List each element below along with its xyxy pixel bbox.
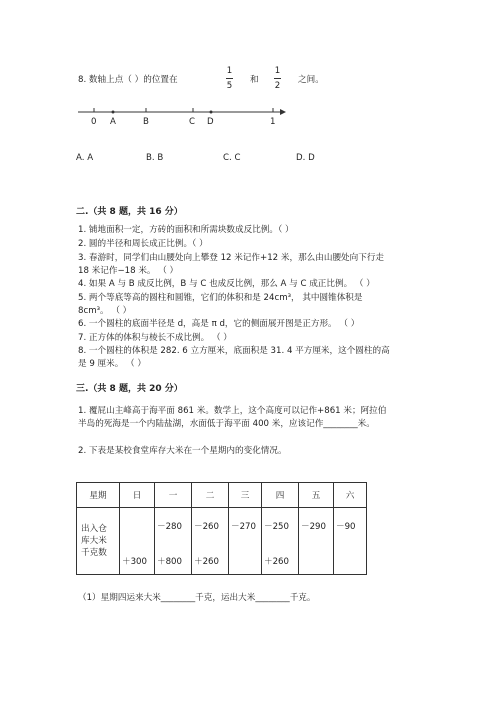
table-row-label — [77, 508, 120, 575]
s2-line: 4. 如果 A 与 B 成反比例，B 与 C 也成反比例，那么 A 与 C 成正比例。 （ ） — [78, 279, 375, 289]
s2-line: 3. 春游时，同学们由山腰处向上攀登 12 米记作+12 米，那么由山腰处向下行走 — [78, 253, 385, 263]
s2-line: 5. 两个等底等高的圆柱和圆锥，它们的体积和是 24cm³， 其中圆锥体积是 — [78, 293, 363, 303]
cell-in: ＋300 — [122, 557, 147, 567]
s2-line: 6. 一个圆柱的底面半径是 d，高是 π d，它的侧面展开图是正方形。 （ ） — [78, 319, 360, 329]
s2-line: 8cm³。 （ ） — [78, 306, 132, 316]
cell-out: －290 — [301, 522, 326, 532]
fraction-numerator: 1 — [226, 66, 233, 76]
cell-in: ＋800 — [157, 557, 182, 567]
table-cell — [155, 508, 192, 575]
table-cell — [229, 508, 262, 575]
fraction-denominator: 5 — [226, 81, 233, 91]
point-label-b: B — [143, 117, 149, 127]
table-header-cell: 四 — [262, 483, 299, 508]
point-label-c: C — [189, 117, 196, 127]
cell-out: －270 — [231, 522, 256, 532]
option-a: A. A — [76, 153, 94, 163]
table-header-cell: 星期 — [77, 483, 120, 508]
fraction-denominator: 2 — [274, 81, 281, 91]
q8-and: 和 — [250, 75, 259, 85]
row-label-line: 出入仓 — [81, 524, 107, 534]
s2-line: 是 9 厘米。 （ ） — [78, 359, 146, 369]
cell-in: ＋260 — [194, 557, 219, 567]
table-row — [77, 508, 367, 575]
option-d: D. D — [296, 153, 315, 163]
table-header-cell: 一 — [155, 483, 192, 508]
cell-out: －260 — [194, 522, 219, 532]
table-cell — [120, 508, 155, 575]
s2-line: 2. 圆的半径和周长成正比例。（ ） — [78, 239, 208, 249]
fraction-one-half — [274, 66, 281, 91]
point-label-d: D — [207, 117, 214, 127]
s2-line: 18 米记作−18 米。 （ ） — [78, 266, 179, 276]
table-header-cell: 日 — [120, 483, 155, 508]
option-b: B. B — [146, 153, 164, 163]
table-header-cell: 二 — [192, 483, 229, 508]
point-label-a: A — [110, 117, 116, 127]
s3-q1-line2: 半岛的死海是一个内陆盐湖，水面低于海平面 400 米，应该记作________米。 — [78, 419, 375, 429]
cell-out: －90 — [336, 522, 356, 532]
tick-label-zero: 0 — [91, 117, 97, 127]
s2-line: 8. 一个圆柱的体积是 282. 6 立方厘米，底面积是 31. 4 平方厘米，这个圆柱的高 — [78, 346, 390, 356]
s2-line: 7. 正方体的体积与棱长不成比例。 （ ） — [78, 333, 232, 343]
cell-out: －280 — [157, 522, 182, 532]
q8-suffix: 之间。 — [298, 75, 324, 85]
s2-line: 1. 铺地面积一定，方砖的面积和所需块数成反比例。（ ） — [78, 225, 294, 235]
row-label-line: 库大米 — [81, 536, 107, 546]
s3-q1-line1: 1. 覆屁山主峰高于海平面 861 米。数学上，这个高度可以记作+861 米；阿拉伯 — [78, 406, 387, 416]
s3-sub1: （1）星期四运来大米________千克，运出大米________千克。 — [78, 593, 316, 603]
table-header-cell: 三 — [229, 483, 262, 508]
rice-inventory-table — [76, 482, 367, 575]
table-cell — [334, 508, 367, 575]
row-label-line: 千克数 — [81, 548, 107, 558]
section-3-title: 三.（共 8 题，共 20 分） — [76, 384, 183, 394]
tick-label-one: 1 — [270, 117, 276, 127]
cell-out: －250 — [264, 522, 289, 532]
option-c: C. C — [223, 153, 241, 163]
table-cell — [262, 508, 299, 575]
q8-prefix: 8. 数轴上点（ ）的位置在 — [78, 75, 178, 85]
table-header-cell: 五 — [299, 483, 334, 508]
section-2-title: 二.（共 8 题，共 16 分） — [76, 207, 183, 217]
fraction-numerator: 1 — [274, 66, 281, 76]
table-header-row — [77, 483, 367, 508]
table-cell — [192, 508, 229, 575]
cell-in: ＋260 — [264, 557, 289, 567]
table-header-cell: 六 — [334, 483, 367, 508]
s3-q2: 2. 下表是某校食堂库存大米在一个星期内的变化情况。 — [78, 446, 287, 456]
number-line — [70, 100, 290, 134]
fraction-one-fifth — [226, 66, 233, 91]
table-cell — [299, 508, 334, 575]
